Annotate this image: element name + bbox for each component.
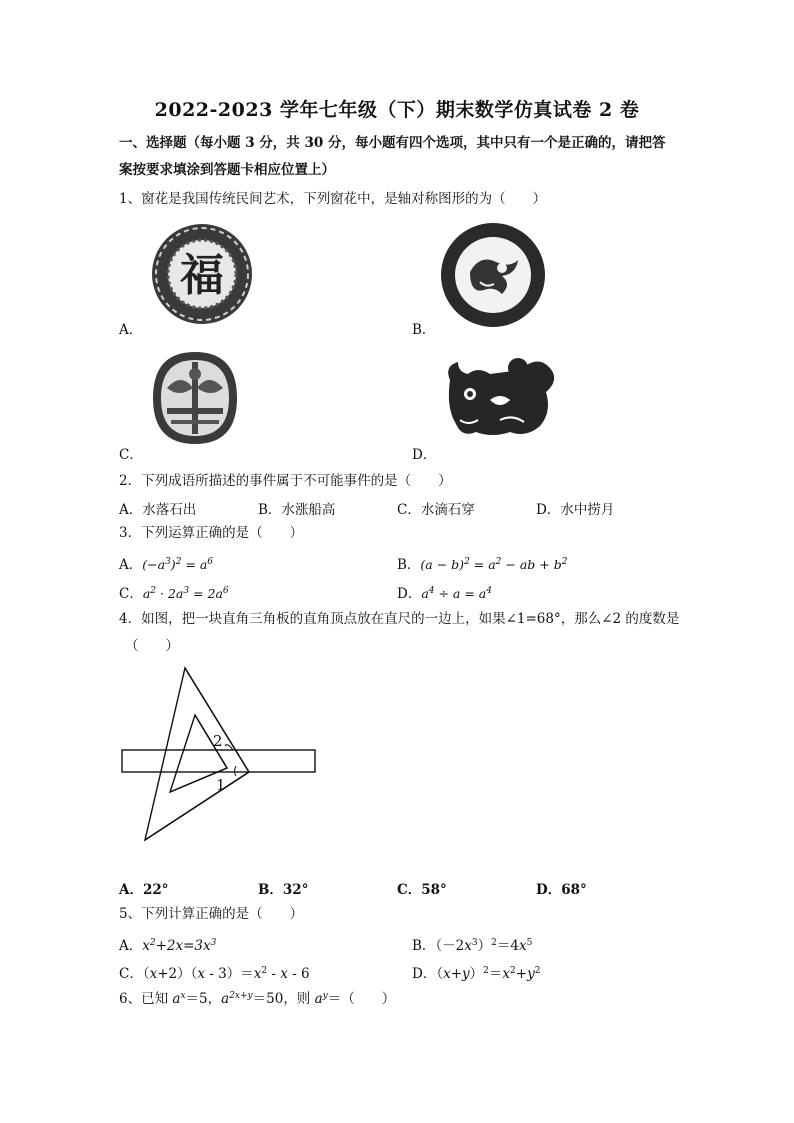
q4-option-b[interactable]: B．32° xyxy=(258,882,309,898)
q4-option-d[interactable]: D．68° xyxy=(536,882,587,898)
q5-stem: 5、下列计算正确的是（ ） xyxy=(119,906,304,922)
q2-option-a[interactable]: A．水落石出 xyxy=(119,502,197,518)
q6-stem-end: ＝（ ） xyxy=(327,991,396,1007)
q3-option-b[interactable] xyxy=(397,553,567,573)
q5-option-c-label: C． xyxy=(119,966,143,982)
q5-option-b-formula: $(-2x^3)^2=4x^5$ xyxy=(435,938,533,954)
q1-stem: 1、窗花是我国传统民间艺术，下列窗花中，是轴对称图形的为（ ） xyxy=(119,191,547,207)
q3-option-b-label: B． xyxy=(397,557,421,573)
q4-stem-line2: （ ） xyxy=(125,638,179,654)
q6-stem-prefix: 6、已知 xyxy=(119,991,173,1007)
page-title: 2022-2023 学年七年级（下）期末数学仿真试卷 2 卷 xyxy=(154,99,640,121)
q5-option-c[interactable] xyxy=(119,962,310,982)
papercut-a-char: 福 xyxy=(180,250,224,301)
q5-option-b-label: B． xyxy=(412,938,436,954)
q4-option-c[interactable]: C．58° xyxy=(397,882,447,898)
q5-option-c-formula: $(x+2)(x - 3)=x^2 - x - 6$ xyxy=(142,966,310,982)
q4-figure xyxy=(115,660,325,845)
q3-option-a-formula: $(-a^3)^2 = a^6$ xyxy=(142,557,214,572)
angle1-label: 1 xyxy=(216,776,226,794)
q5-option-d-label: D． xyxy=(412,966,437,982)
papercut-d-image xyxy=(440,350,558,450)
q3-option-d-label: D． xyxy=(397,586,422,602)
q1-option-b[interactable]: B． xyxy=(412,322,436,338)
q3-stem: 3．下列运算正确的是（ ） xyxy=(119,525,304,541)
q3-option-b-formula: $(a - b)^2 = a^2$ − ab + $b^2$ xyxy=(420,557,568,572)
q2-option-d[interactable]: D．水中捞月 xyxy=(536,502,615,518)
q3-option-a[interactable] xyxy=(119,553,213,573)
q2-option-c[interactable]: C．水滴石穿 xyxy=(397,502,475,518)
q3-option-c[interactable] xyxy=(119,582,229,602)
q4-option-a[interactable]: A．22° xyxy=(119,882,169,898)
q1-option-d[interactable]: D． xyxy=(412,447,437,463)
section-instruction-line2: 案按要求填涂到答题卡相应位置上） xyxy=(119,162,335,178)
q2-stem: 2．下列成语所描述的事件属于不可能事件的是（ ） xyxy=(119,473,452,489)
q5-option-d[interactable] xyxy=(412,962,540,982)
papercut-c-image xyxy=(143,348,247,448)
q5-option-a[interactable] xyxy=(119,934,216,954)
section-instruction-line1: 一、选择题（每小题 3 分，共 30 分，每小题有四个选项，其中只有一个是正确的，请把答 xyxy=(119,135,666,151)
angle2-label: 2 xyxy=(213,732,223,750)
q3-option-d-formula: $a^4 \div a = a^4$ xyxy=(421,586,492,601)
q6-stem: 6、已知 $a^x=5$，$a^{2x+y}=50$，则 $a^y=$（ ） xyxy=(119,991,396,1007)
angle2-arc xyxy=(225,745,233,750)
q1-option-a[interactable]: A． xyxy=(119,322,143,338)
q5-option-a-formula: $x^2+2x=3x^3$ xyxy=(142,938,217,954)
q5-option-d-formula: $(x+y)^2=x^2+y^2$ xyxy=(436,966,541,982)
q4-stem-line1: 4．如图，把一块直角三角板的直角顶点放在直尺的一边上，如果∠1=68°，那么∠2 的度数是 xyxy=(119,611,680,627)
q3-option-c-formula: $a^2 \cdot 2a^3 = 2a^6$ xyxy=(142,586,229,601)
q3-option-d[interactable] xyxy=(397,582,492,602)
q3-option-a-label: A． xyxy=(119,557,143,573)
papercut-a-image xyxy=(150,222,254,326)
q6-stem-suffix: ，则 xyxy=(283,991,315,1007)
papercut-b-image xyxy=(440,222,546,328)
q1-option-c[interactable]: C． xyxy=(119,447,143,463)
q3-option-c-label: C． xyxy=(119,586,143,602)
q5-option-b[interactable] xyxy=(412,934,532,954)
q5-option-a-label: A． xyxy=(119,938,143,954)
q2-option-b[interactable]: B．水涨船高 xyxy=(258,502,336,518)
